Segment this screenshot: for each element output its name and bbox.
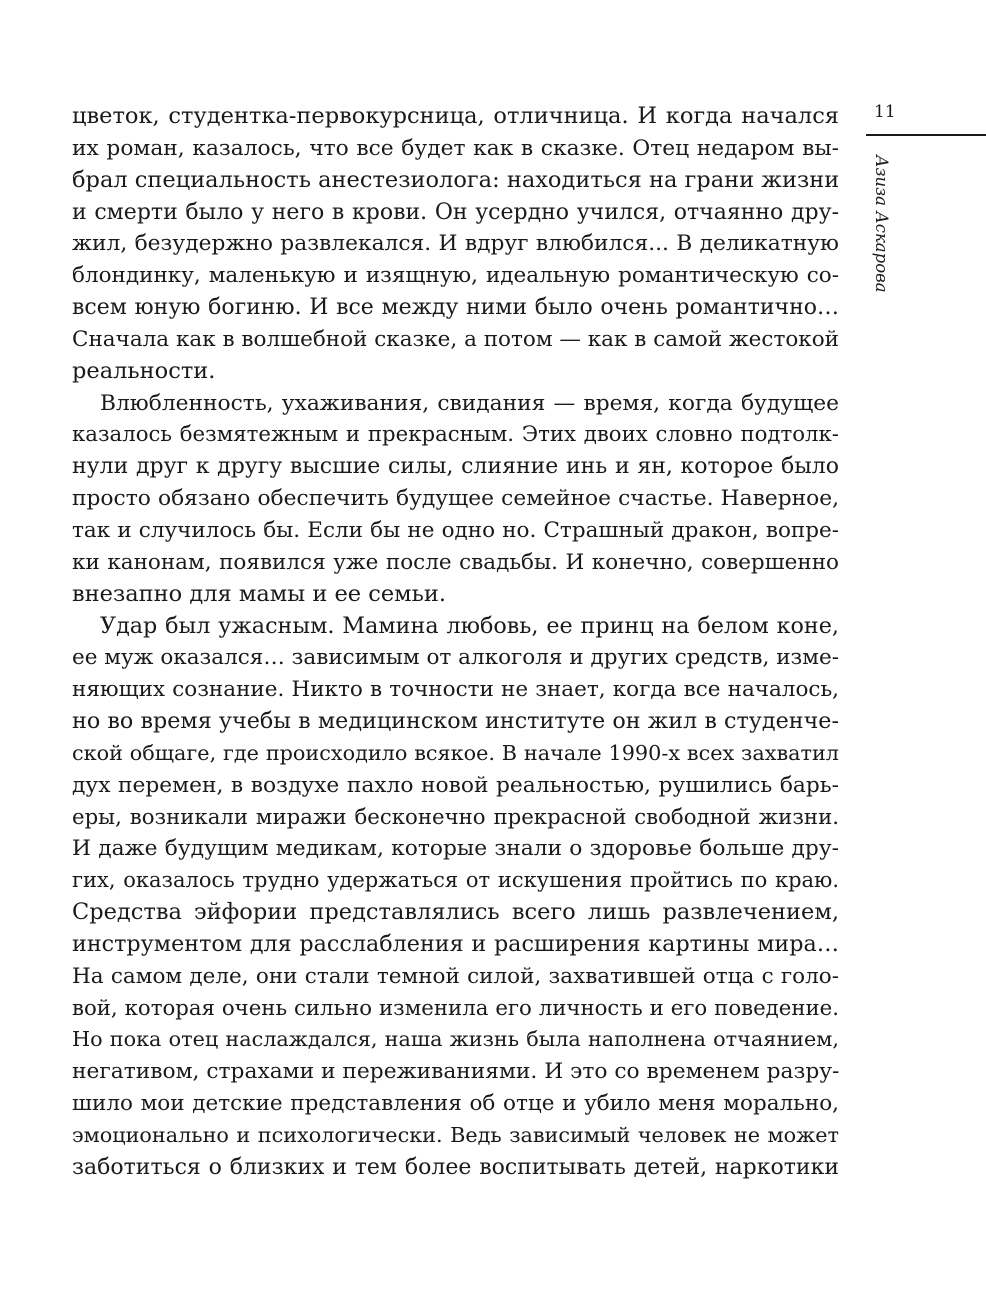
text-line: Но пока отец наслаждался, наша жизнь была наполнена отчаянием, [72,1027,839,1052]
text-line: вой, которая очень сильно изменила его личность и его поведение. [72,995,839,1021]
text-line: нули друг к другу высшие силы, слияние инь и ян, которое было [72,454,839,480]
text-line: блондинку, маленькую и изящную, идеальную романтическую со- [72,263,839,289]
text-line: гих, оказалось трудно удержаться от искушения пройтись по краю. [72,868,839,893]
text-line: шило мои детские представления об отце и убило меня морально, [72,1091,839,1117]
text-line: няющих сознание. Никто в точности не знает, когда все началось, [72,677,839,703]
text-line: На самом деле, они стали темной силой, захватившей отца с голо- [72,963,839,989]
text-line: инструментом для расслабления и расширения картины мира… [72,930,839,957]
text-line: ской общаге, где происходило всякое. В начале 1990-х всех захватил [72,740,839,765]
body-text [72,101,839,1184]
text-line: внезапно для мамы и ее семьи. [72,580,447,607]
text-line: но во время учебы в медицинском институте он жил в студенче- [72,708,839,735]
text-line: реальности. [72,357,216,384]
page-number: 11 [874,102,896,122]
text-line: еры, возникали миражи бесконечно прекрасной свободной жизни. [72,804,839,830]
text-line: просто обязано обеспечить будущее семейное счастье. Наверное, [72,486,839,512]
text-line: заботиться о близких и тем более воспитывать детей, наркотики [72,1154,839,1180]
text-line: брал специальность анестезиолога: находиться на грани жизни [72,166,840,193]
text-line: Средства эйфории представлялись всего лишь развлечением, [72,899,839,926]
text-line: и смерти было у него в крови. Он усердно учился, отчаянно дру- [72,199,839,225]
text-line: всем юную богиню. И все между ними было очень романтично… [72,295,839,321]
text-line: Сначала как в волшебной сказке, а потом — как в самой жестокой [72,326,839,352]
text-line: негативом, страхами и переживаниями. И это со временем разру- [72,1059,840,1085]
text-line: так и случилось бы. Если бы не одно но. Страшный дракон, вопре- [72,517,839,543]
text-line: жил, безудержно развлекался. И вдруг влюбился... В деликатную [72,231,839,257]
header-rule [866,134,986,136]
text-line: Влюбленность, ухаживания, свидания — время, когда будущее [100,390,839,416]
text-line: ки канонам, появился уже после свадьбы. И конечно, совершенно [72,549,839,575]
text-line: И даже будущим медикам, которые знали о здоровье больше дру- [72,836,839,862]
text-line: их роман, казалось, что все будет как в сказке. Отец недаром вы- [72,135,839,161]
text-line: ее муж оказался… зависимым от алкоголя и других средств, изме- [72,645,839,671]
text-line: цветок, студентка-первокурсница, отличница. И когда начался [72,103,839,129]
running-head-author: Азиза Аскарова [872,155,891,293]
running-head [867,155,895,295]
text-line: эмоционально и психологически. Ведь зависимый человек не может [72,1123,839,1147]
text-line: Удар был ужасным. Мамина любовь, ее принц на белом коне, [100,612,839,639]
text-line: дух перемен, в воздухе пахло новой реальностью, рушились барь- [72,772,839,798]
text-line: казалось безмятежным и прекрасным. Этих двоих словно подтолк- [72,422,839,448]
